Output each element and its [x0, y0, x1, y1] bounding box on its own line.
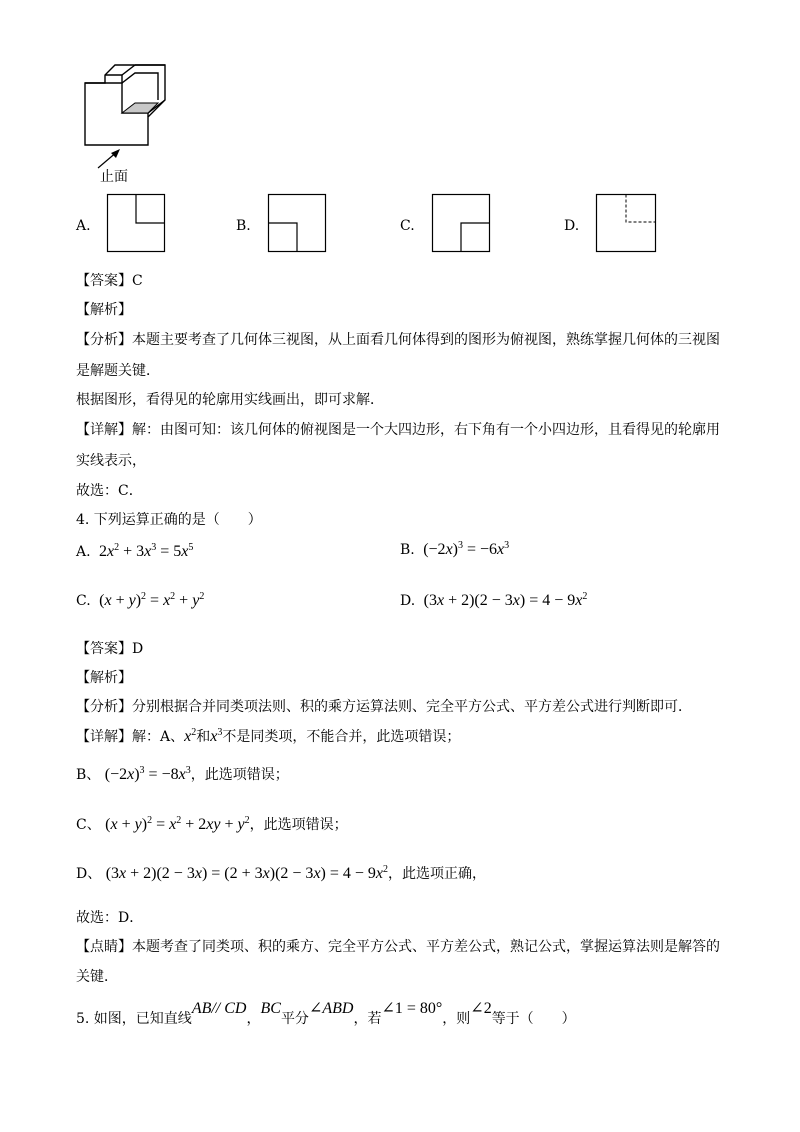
q3-option-a-label: A.: [76, 218, 91, 234]
cube-3d-figure: [80, 60, 180, 150]
q4-detail-d: D、 $(3x + 2)(2 - 3x) = (2 + 3x)(2 - 3x) = 4 - 9x^2$，此选项正确，: [76, 864, 487, 882]
q3-choose: 故选：C．: [76, 483, 143, 499]
answer-value: D: [132, 641, 144, 657]
q3-fenxi-line2: 是解题关键．: [76, 363, 160, 379]
option-a-topview: [107, 194, 167, 254]
q4-option-a-formula: $2x^2 + 3x^3 = 5x^5$: [95, 542, 194, 560]
fenxi-tag: 【分析】: [76, 332, 132, 348]
q4-detail-c: C、 $(x + y)^2 = x^2 + 2xy + y^2$，此选项错误；: [76, 815, 348, 833]
q4-dianjing-line2: 关键．: [76, 969, 118, 985]
q4-detail-b: B、 $(-2x)^3 = -8x^3$，此选项错误；: [76, 765, 289, 783]
q3-option-c-label: C.: [400, 218, 415, 234]
q4-detail-a: 【详解】解：A、$x^2$和$x^3$不是同类项，不能合并，此选项错误；: [76, 727, 461, 745]
q4-dianjing-line1: 【点睛】本题考查了同类项、积的乘方、完全平方公式、平方差公式，熟记公式，掌握运算法则是解答的: [76, 939, 720, 955]
q4-option-b: B. $(-2x)^3 = -6x^3$: [400, 540, 510, 558]
q4-detail-d-formula: $(3x + 2)(2 - 3x) = (2 + 3x)(2 - 3x) = 4 - 9x^2$: [105, 864, 389, 882]
q4-detail-c-formula: $(x + y)^2 = x^2 + 2xy + y^2$: [105, 815, 250, 833]
q4-answer-line: 【答案】D: [76, 641, 144, 657]
q3-analysis-tag: 【解析】: [76, 302, 132, 318]
front-label: 止面: [100, 169, 128, 185]
q4-detail-b-formula: $(-2x)^3 = -8x^3$: [104, 765, 191, 783]
q4-option-d-formula: $(3x + 2)(2 - 3x) = 4 - 9x^2$: [419, 591, 588, 609]
answer-tag: 【答案】: [76, 273, 132, 289]
q4-fenxi: 【分析】分别根据合并同类项法则、积的乘方运算法则、完全平方公式、平方差公式进行判断即可．: [76, 699, 692, 715]
q3-detail-line1: 【详解】解：由图可知：该几何体的俯视图是一个大四边形，右下角有一个小四边形，且看得见的轮廓用: [76, 422, 720, 438]
q4-choose: 故选：D．: [76, 910, 144, 926]
q4-option-b-formula: $(-2x)^3 = -6x^3$: [419, 540, 510, 558]
q4-option-d: D. $(3x + 2)(2 - 3x) = 4 - 9x^2$: [400, 591, 588, 609]
q3-fenxi-line3: 根据图形，看得见的轮廓用实线画出，即可求解．: [76, 392, 384, 408]
q5-stem: 5. 如图，已知直线AB// CD，BC平分∠ABD，若∠1 = 80°，则∠2等于（ ）: [76, 1000, 576, 1027]
q4-analysis-tag: 【解析】: [76, 670, 132, 686]
q3-fenxi-line1: 【分析】本题主要考查了几何体三视图，从上面看几何体得到的图形为俯视图，熟练掌握几何体的三视图: [76, 332, 720, 348]
option-b-topview: [268, 194, 328, 254]
q3-option-d-label: D.: [564, 218, 580, 234]
answer-value: C: [132, 273, 143, 289]
option-c-topview: [432, 194, 492, 254]
option-d-topview: [596, 194, 658, 254]
q3-detail-line2: 实线表示，: [76, 453, 146, 469]
q4-option-c: C. $(x + y)^2 = x^2 + y^2$: [76, 591, 205, 609]
q3-option-b-label: B.: [236, 218, 251, 234]
q4-option-a: A. $2x^2 + 3x^3 = 5x^5$: [76, 542, 194, 560]
q3-answer-line: [76, 270, 143, 290]
detail-tag: 【详解】: [76, 422, 132, 438]
q4-option-c-formula: $(x + y)^2 = x^2 + y^2$: [95, 591, 205, 609]
q4-stem: 4. 下列运算正确的是（ ）: [76, 512, 262, 528]
